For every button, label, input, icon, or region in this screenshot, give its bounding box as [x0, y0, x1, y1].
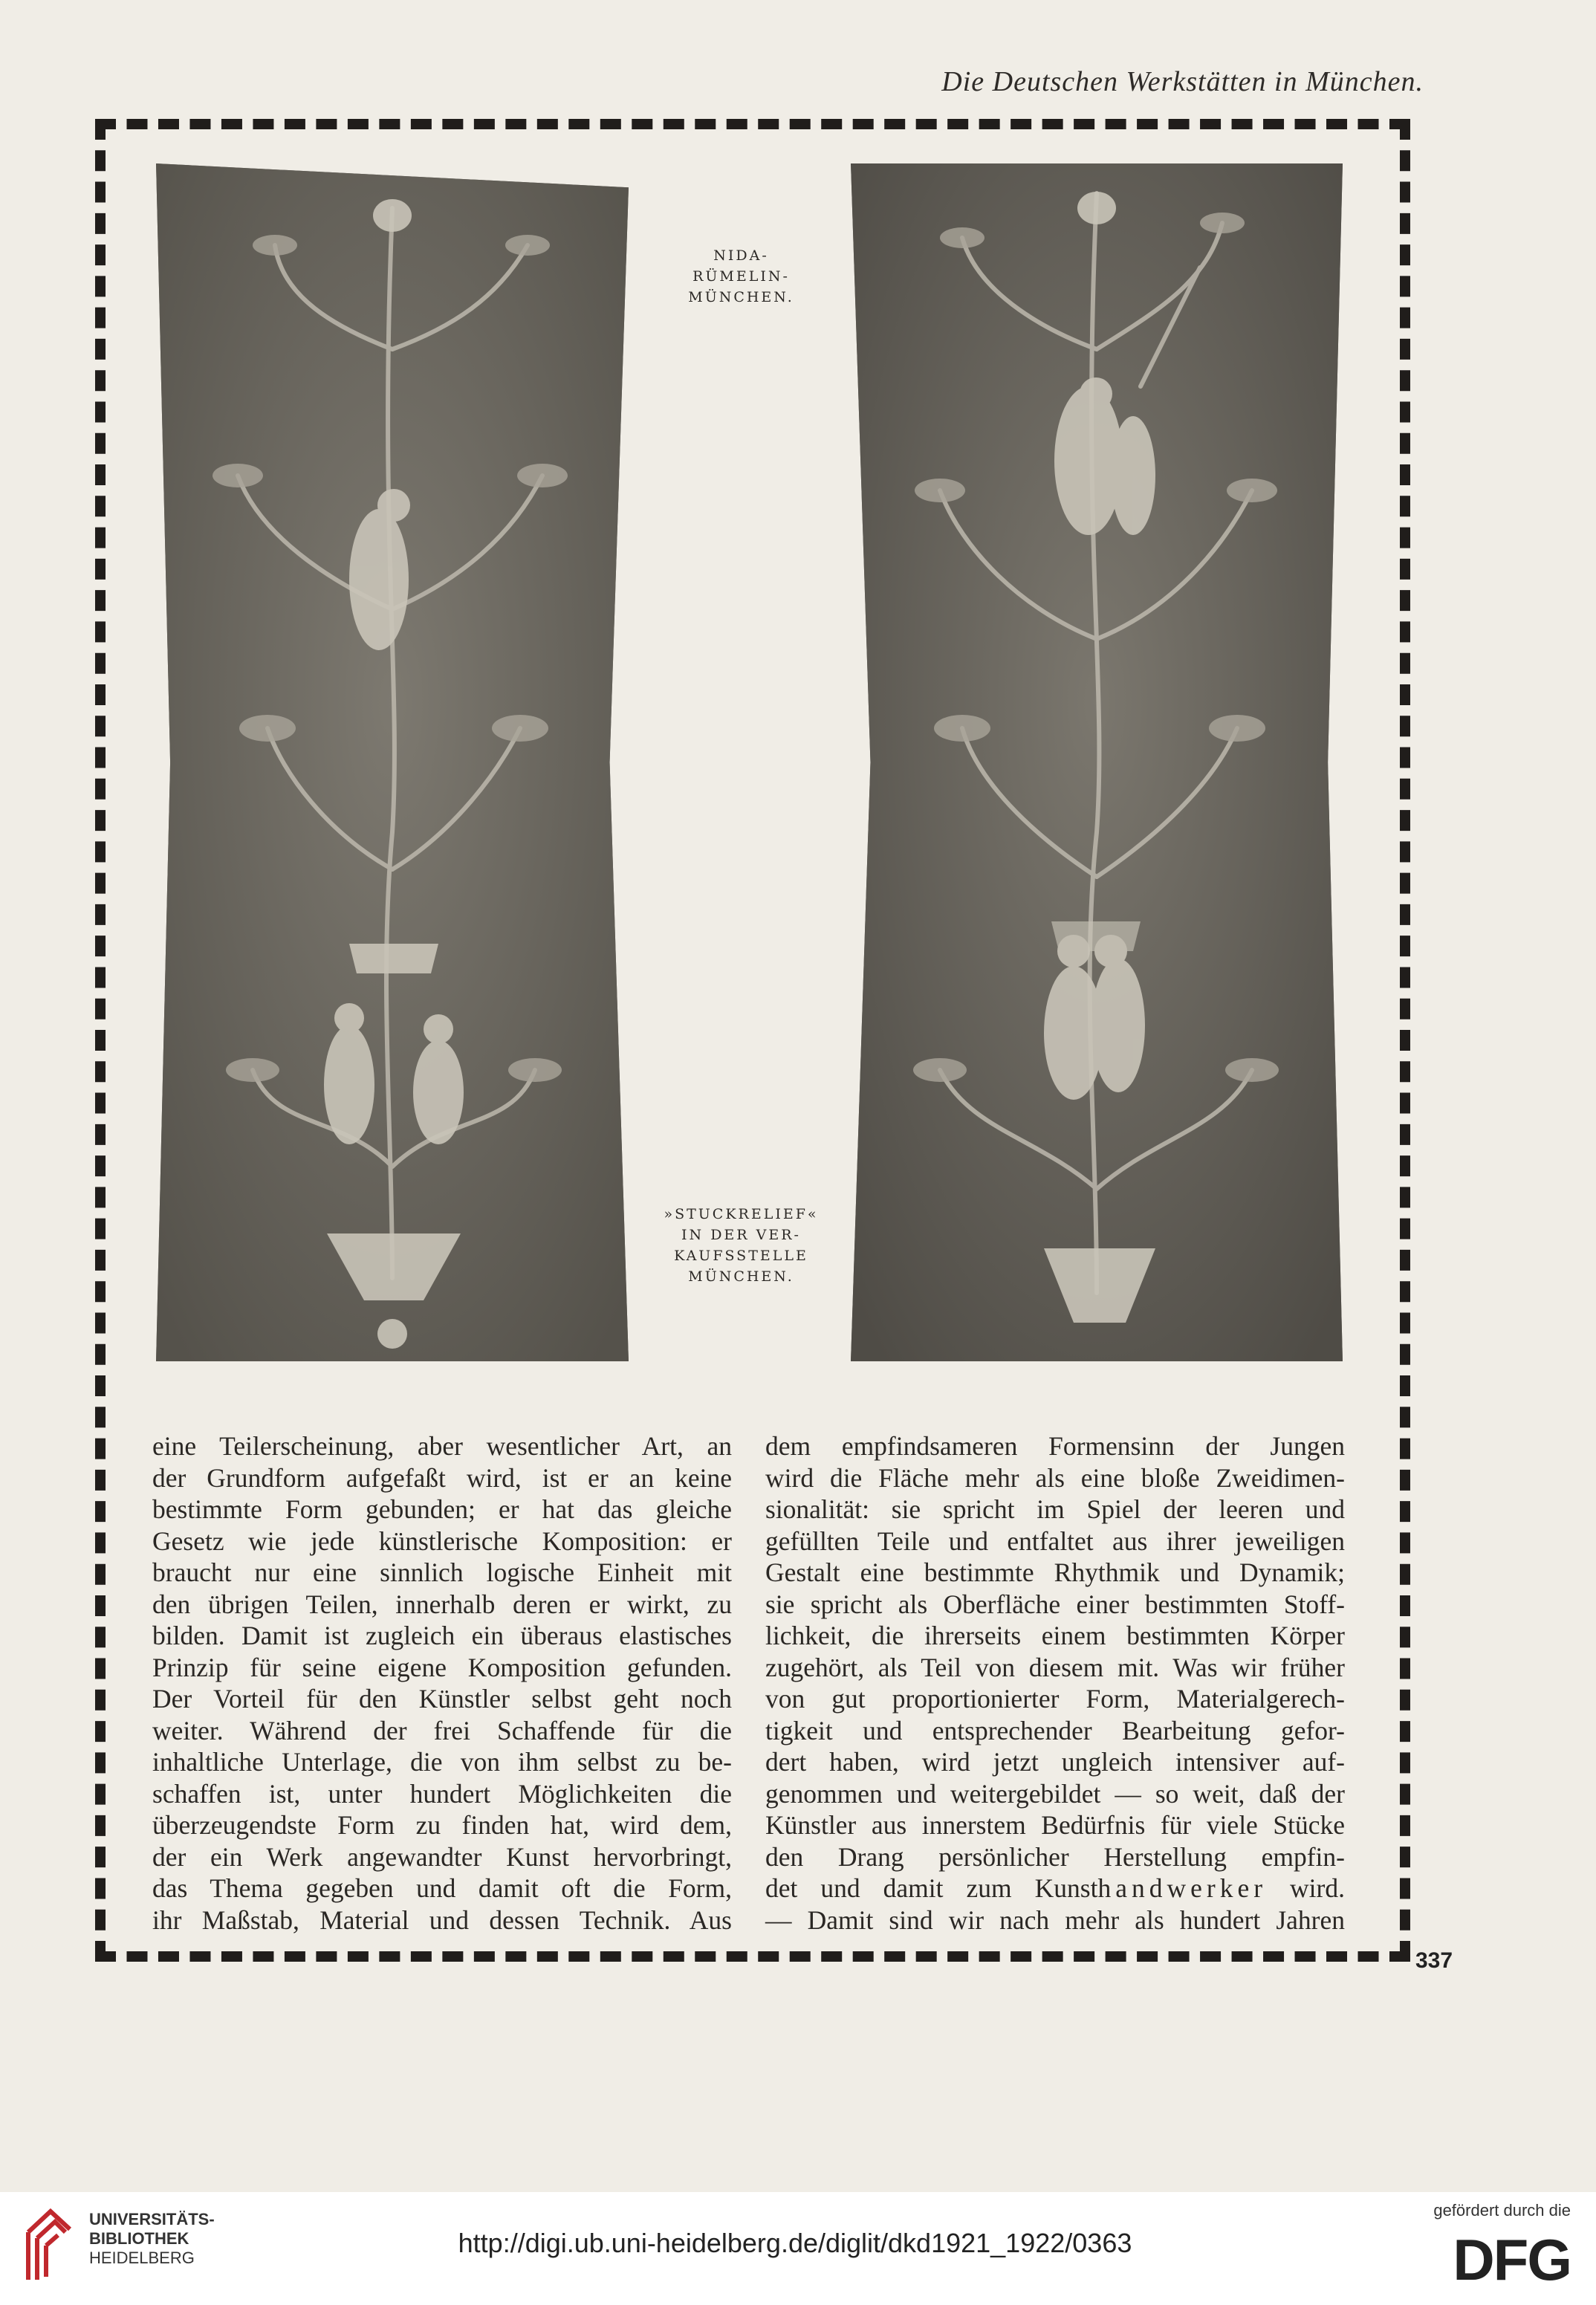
- text-line: Prinzip für seine eigene Komposition gefunden.: [152, 1652, 732, 1682]
- spaced-word: handwerker: [1097, 1873, 1268, 1903]
- text-line: den übrigen Teilen, innerhalb deren er wirkt, zu: [152, 1589, 732, 1619]
- text-line: lichkeit, die ihrerseits einem bestimmten Körper: [765, 1621, 1345, 1650]
- text-line: ihr Maßstab, Material und dessen Technik. Aus: [152, 1904, 732, 1935]
- body-text-right-column: [765, 1430, 1345, 1936]
- digitization-footer: [0, 2192, 1596, 2305]
- text-segment: wird.: [1267, 1873, 1345, 1903]
- text-line: [765, 1873, 1345, 1904]
- text-line: Gestalt eine bestimmte Rhythmik und Dynamik;: [765, 1557, 1345, 1587]
- text-line: eine Teilerscheinung, aber wesentlicher Art, an: [152, 1431, 732, 1461]
- text-line: von gut proportionierter Form, Materialgerech-: [765, 1684, 1345, 1714]
- text-line: zugehört, als Teil von diesem mit. Was wir früher: [765, 1652, 1345, 1682]
- image-caption-artist: [661, 245, 821, 308]
- text-line: — Damit sind wir nach mehr als hundert Jahren: [765, 1904, 1345, 1935]
- ub-heidelberg-logo-icon: [21, 2202, 74, 2284]
- caption-line: IN DER VER-: [681, 1227, 801, 1243]
- text-line: dert haben, wird jetzt ungleich intensiver auf-: [765, 1747, 1345, 1777]
- text-line: Der Vorteil für den Künstler selbst geht noch: [152, 1684, 732, 1714]
- text-line: inhaltliche Unterlage, die von ihm selbst zu be-: [152, 1747, 732, 1777]
- text-line: der Grundform aufgefaßt wird, ist er an keine: [152, 1462, 732, 1493]
- text-line: Gesetz wie jede künstlerische Komposition: er: [152, 1526, 732, 1556]
- text-line: das Thema gegeben und damit oft die Form,: [152, 1873, 732, 1903]
- text-line: den Drang persönlicher Herstellung empfin-: [765, 1841, 1345, 1872]
- caption-line: »STUCKRELIEF«: [664, 1206, 819, 1222]
- digital-object-link[interactable]: http://digi.ub.uni-heidelberg.de/diglit/dkd1921_1922/0363: [458, 2228, 1132, 2258]
- caption-line: NIDA-: [713, 247, 769, 264]
- library-name: [89, 2210, 215, 2268]
- caption-line: MÜNCHEN.: [688, 289, 794, 305]
- running-head: Die Deutschen Werkstätten in München.: [941, 66, 1424, 97]
- stucco-relief-image-right: [851, 163, 1343, 1361]
- library-name-line: UNIVERSITÄTS-: [89, 2210, 215, 2228]
- text-line: tigkeit und entsprechender Bearbeitung gefor-: [765, 1715, 1345, 1745]
- text-line: bestimmte Form gebunden; er hat das gleiche: [152, 1494, 732, 1524]
- caption-line: KAUFSSTELLE: [674, 1248, 808, 1264]
- text-line: der ein Werk angewandter Kunst hervorbringt,: [152, 1841, 732, 1872]
- funder-label: gefördert durch die: [1433, 2201, 1571, 2220]
- caption-line: RÜMELIN-: [692, 268, 790, 285]
- library-name-line: BIBLIOTHEK: [89, 2229, 189, 2248]
- text-segment: det und damit zum Kunst: [765, 1873, 1098, 1903]
- text-line: sionalität: sie spricht im Spiel der leeren und: [765, 1494, 1345, 1524]
- body-text-left-column: [152, 1430, 732, 1936]
- text-line: genommen und weitergebildet — so weit, daß der: [765, 1778, 1345, 1809]
- text-line: dem empfindsameren Formensinn der Jungen: [765, 1431, 1345, 1461]
- library-name-line: HEIDELBERG: [89, 2249, 195, 2267]
- text-line: Künstler aus innerstem Bedürfnis für viele Stücke: [765, 1810, 1345, 1840]
- caption-line: MÜNCHEN.: [688, 1268, 794, 1285]
- text-line: bilden. Damit ist zugleich ein überaus elastisches: [152, 1621, 732, 1650]
- text-line: weiter. Während der frei Schaffende für die: [152, 1715, 732, 1745]
- text-line: überzeugendste Form zu finden hat, wird dem,: [152, 1810, 732, 1840]
- stucco-relief-image-left: [156, 163, 629, 1361]
- text-line: schaffen ist, unter hundert Möglichkeiten die: [152, 1778, 732, 1809]
- image-caption-title: [646, 1204, 836, 1287]
- text-line: sie spricht als Oberfläche einer bestimmten Stoff-: [765, 1589, 1345, 1619]
- text-line: braucht nur eine sinnlich logische Einheit mit: [152, 1557, 732, 1587]
- text-line: gefüllten Teile und entfaltet aus ihrer jeweiligen: [765, 1526, 1345, 1556]
- text-line: wird die Fläche mehr als eine bloße Zweidimen-: [765, 1462, 1345, 1493]
- dfg-logo: DFG: [1453, 2227, 1571, 2292]
- page-number: 337: [1415, 1948, 1453, 1973]
